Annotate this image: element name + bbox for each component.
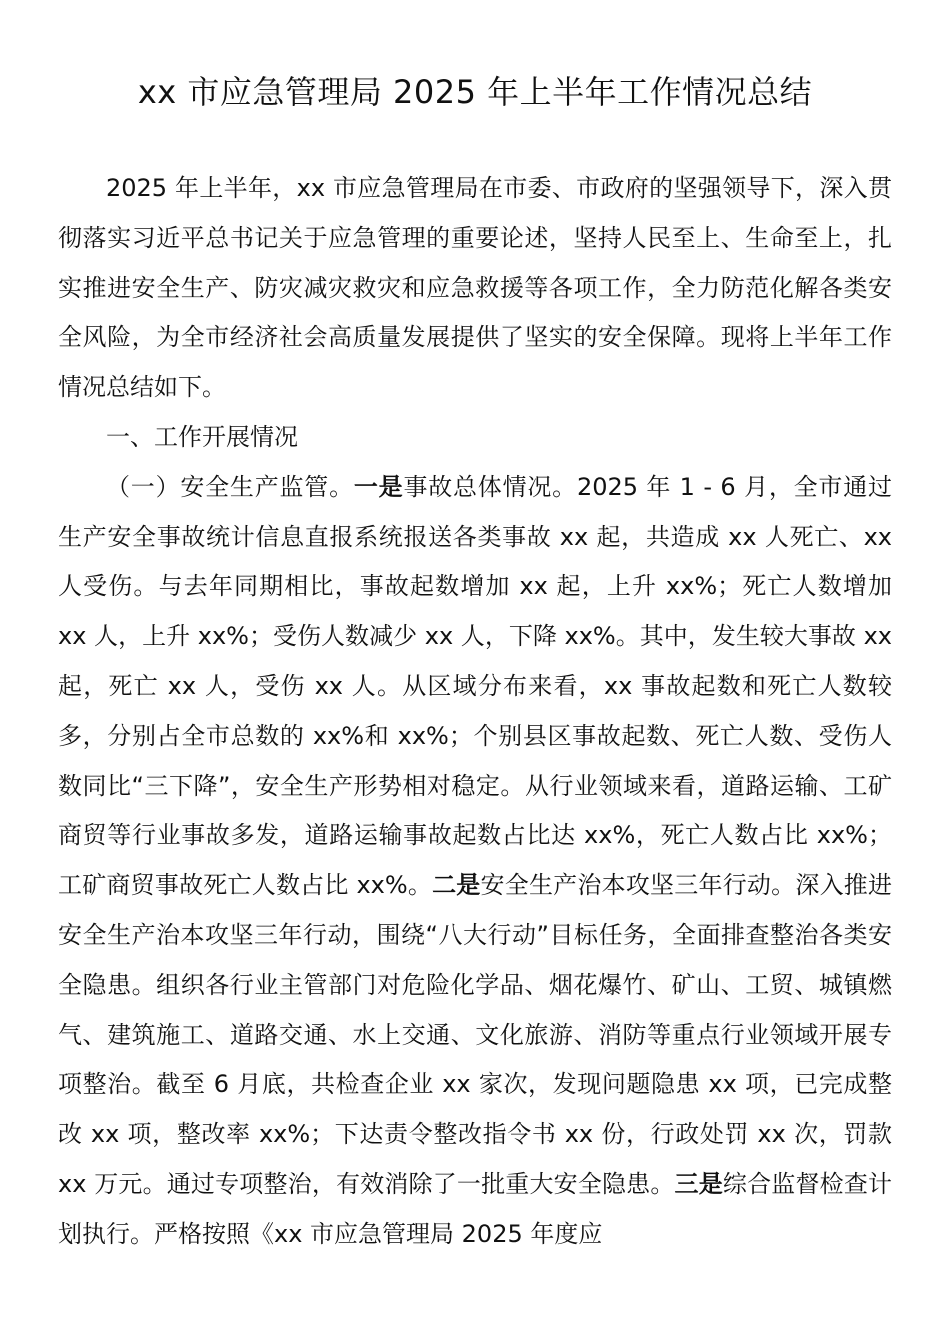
section-heading: 一、工作开展情况	[106, 422, 298, 451]
point-label: 一是	[353, 472, 404, 501]
intro-paragraph: 2025 年上半年，xx 市应急管理局在市委、市政府的坚强领导下，深入贯彻落实习近平总书记关于应急管理的重要论述，坚持人民至上、生命至上，扎实推进安全生产、防灾减灾救灾和应急救援等各项工作，全力防范化解各类安全风险，为全市经济社会高质量发展提供了坚实的安全保障。现将上半年工作情况总结如下。	[58, 174, 892, 402]
subsection-heading: （一）安全生产监管。	[106, 472, 354, 501]
point-label: 三是	[674, 1169, 723, 1198]
document-body	[58, 164, 892, 1260]
subsection-paragraph	[58, 463, 892, 1260]
point-label: 二是	[432, 871, 481, 900]
point-text: 综合监督检查计划执行。严格按照《xx 市应急管理局 2025 年度应	[58, 1169, 893, 1248]
point-text: 事故总体情况。2025 年 1 - 6 月，全市通过生产安全事故统计信息直报系统报送各类事故 xx 起，共造成 xx 人死亡、xx 人受伤。与去年同期相比，事故起数增加 xx 起，上升 xx%；死亡人数增加 xx 人，上升 xx%；受伤人数减少 xx 人，下降 xx%。其中，发生较大事故 xx 起，死亡 xx 人，受伤 xx 人。从区域分布来看，xx 事故起数和死亡人数较多，分别占全市总数的 xx%和 xx%；个别县区事故起数、死亡人数、受伤人数同比“三下降”，安全生产形势相对稳定。从行业领域来看，道路运输、工矿商贸等行业事故多发，道路运输事故起数占比达 xx%，死亡人数占比 xx%；工矿商贸事故死亡人数占比 xx%。	[58, 472, 893, 900]
point-text: 安全生产治本攻坚三年行动。深入推进安全生产治本攻坚三年行动，围绕“八大行动”目标任务，全面排查整治各类安全隐患。组织各行业主管部门对危险化学品、烟花爆竹、矿山、工贸、城镇燃气、建筑施工、道路交通、水上交通、文化旅游、消防等重点行业领域开展专项整治。截至 6 月底，共检查企业 xx 家次，发现问题隐患 xx 项，已完成整改 xx 项，整改率 xx%；下达责令整改指令书 xx 份，行政处罚 xx 次，罚款 xx 万元。通过专项整治，有效消除了一批重大安全隐患。	[58, 871, 892, 1198]
document-title: xx 市应急管理局 2025 年上半年工作情况总结	[137, 73, 813, 111]
